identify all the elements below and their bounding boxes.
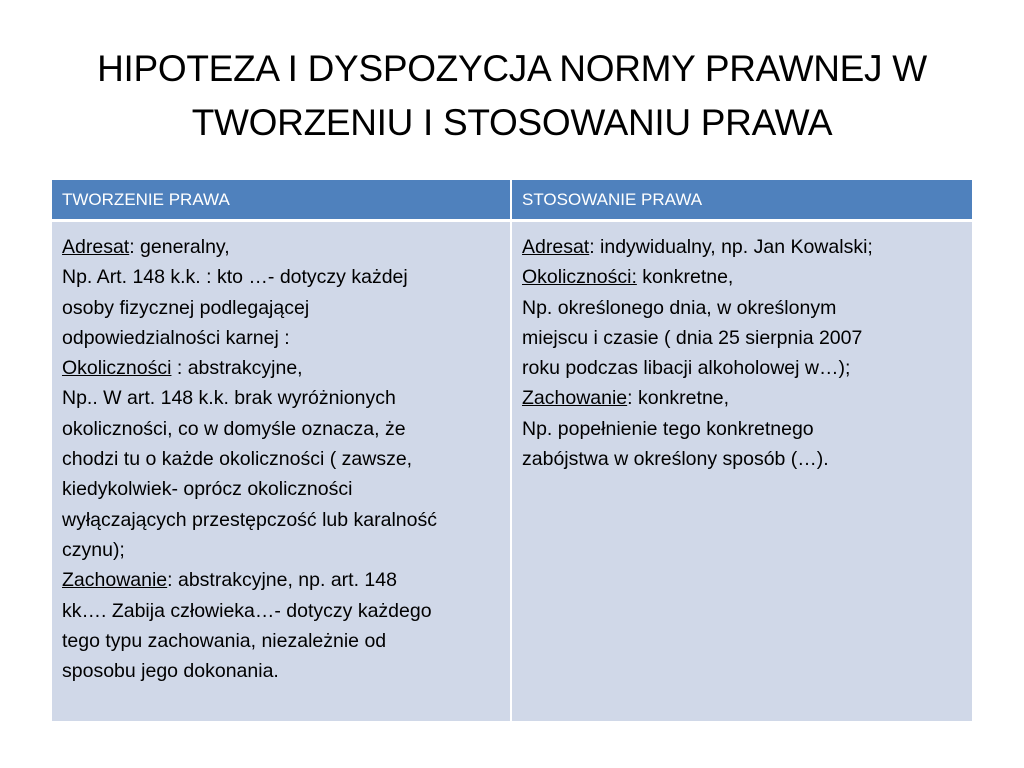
cell-tworzenie-prawa (52, 221, 511, 722)
left-line-8: chodzi tu o każde okoliczności ( zawsze, (62, 448, 413, 471)
right-text-adresat: : indywidualny, np. Jan Kowalski; (589, 236, 873, 258)
right-line-4: miejscu i czasie ( dnia 25 sierpnia 2007 (522, 326, 863, 349)
left-line-zachowanie (62, 565, 500, 595)
slide-title-line-1: HIPOTEZA I DYSPOZYCJA NORMY PRAWNEJ W (97, 48, 927, 89)
left-line-13: kk…. Zabija człowieka…- dotyczy każdego (62, 599, 432, 622)
comparison-table (52, 180, 972, 721)
header-tworzenie-prawa: TWORZENIE PRAWA (52, 180, 511, 221)
right-line-zachowanie (522, 383, 962, 413)
left-term-adresat: Adresat (62, 236, 130, 258)
left-line-9: kiedykolwiek- oprócz okoliczności (62, 478, 353, 501)
left-text-zachowanie: : abstrakcyjne, np. art. 148 (167, 569, 397, 592)
header-stosowanie-prawa: STOSOWANIE PRAWA (511, 180, 972, 221)
left-line-14: tego typu zachowania, niezależnie od (62, 629, 387, 652)
table-header-row (52, 180, 972, 221)
right-line-7: Np. popełnienie tego konkretnego (522, 417, 814, 440)
right-term-adresat: Adresat (522, 236, 590, 258)
right-line-adresat (522, 232, 962, 262)
right-line-3: Np. określonego dnia, w określonym (522, 296, 837, 319)
left-line-4: odpowiedzialności karnej : (62, 326, 290, 349)
right-line-5: roku podczas libacji alkoholowej w…); (522, 357, 851, 380)
left-line-adresat (62, 232, 500, 262)
left-line-10: wyłączających przestępczość lub karalność (62, 508, 437, 531)
left-term-zachowanie: Zachowanie (62, 569, 168, 592)
right-text-okolicznosci: konkretne, (636, 266, 734, 289)
left-text-adresat: : generalny, (129, 236, 230, 258)
right-line-okolicznosci (522, 262, 962, 292)
left-line-3: osoby fizycznej podlegającej (62, 296, 310, 319)
left-line-7: okoliczności, co w domyśle oznacza, że (62, 417, 406, 440)
cell-stosowanie-prawa (511, 221, 972, 722)
right-line-8: zabójstwa w określony sposób (…). (522, 448, 829, 471)
right-term-okolicznosci: Okoliczności: (522, 266, 637, 289)
right-text-zachowanie: : konkretne, (627, 387, 730, 410)
left-line-11: czynu); (62, 538, 125, 561)
right-term-zachowanie: Zachowanie (522, 387, 628, 410)
left-term-okolicznosci: Okoliczności (62, 357, 172, 380)
left-line-2: Np. Art. 148 k.k. : kto …- dotyczy każdej (62, 266, 408, 289)
left-line-okolicznosci (62, 353, 500, 383)
slide-title-line-2: TWORZENIU I STOSOWANIU PRAWA (191, 102, 833, 143)
left-line-6: Np.. W art. 148 k.k. brak wyróżnionych (62, 387, 396, 410)
slide-title (60, 42, 964, 150)
left-line-15: sposobu jego dokonania. (62, 660, 279, 683)
table-body-row (52, 221, 972, 722)
left-text-okolicznosci: : abstrakcyjne, (171, 357, 303, 380)
